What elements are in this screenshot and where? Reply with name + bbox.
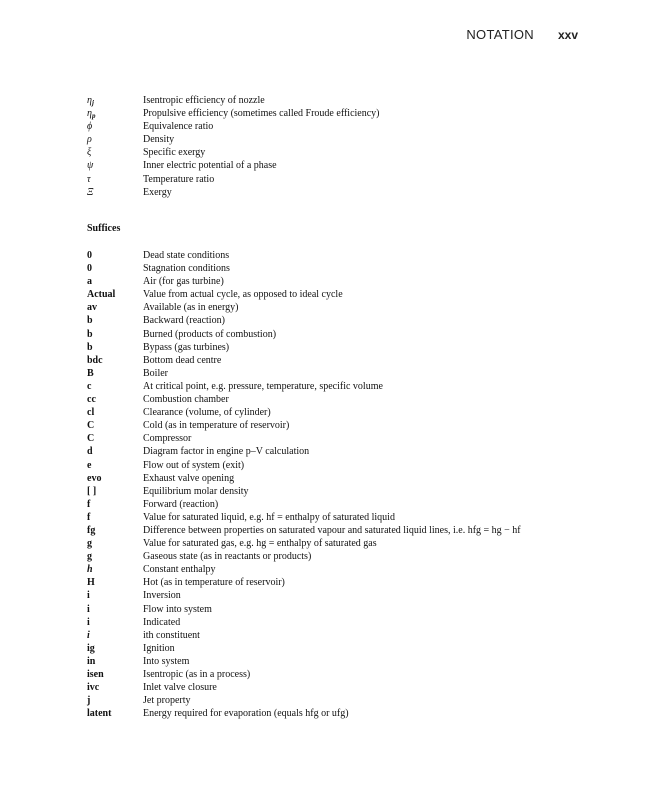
suffix-row: [87, 603, 567, 616]
notation-description: Isentropic efficiency of nozzle: [143, 95, 265, 106]
suffix-description: Constant enthalpy: [143, 564, 216, 576]
notation-description: Density: [143, 134, 175, 146]
suffix-row: [87, 537, 567, 550]
suffix-symbol: in: [87, 655, 96, 667]
greek-symbols-list: [87, 94, 567, 199]
notation-description: Equivalence ratio: [143, 121, 214, 133]
suffix-symbol: i: [87, 603, 90, 615]
suffix-description: Isentropic (as in a process): [143, 669, 251, 680]
suffix-symbol: evo: [87, 472, 102, 484]
suffix-row: [87, 472, 567, 485]
page-number: xxv: [557, 28, 578, 42]
suffix-description: Value for saturated liquid, e.g. hf = enthalpy of saturated liquid: [143, 511, 395, 523]
suffix-description: ith constituent: [143, 629, 200, 641]
running-head-section: NOTATION: [466, 27, 534, 42]
suffix-symbol: h: [87, 564, 93, 576]
suffix-symbol: fg: [87, 524, 96, 536]
suffix-row: [87, 668, 567, 681]
notation-row: [87, 146, 567, 159]
suffix-row: [87, 445, 567, 458]
notation-row: [87, 159, 567, 172]
suffix-symbol: B: [87, 367, 94, 379]
suffix-description: Inlet valve closure: [143, 682, 217, 694]
suffix-symbol: e: [87, 459, 92, 471]
suffix-description: Value for saturated gas, e.g. hg = enthalpy of saturated gas: [143, 538, 377, 550]
suffix-symbol: a: [87, 276, 92, 288]
suffix-row: [87, 576, 567, 589]
suffix-description: Forward (reaction): [143, 498, 219, 510]
suffix-symbol: [ ]: [87, 485, 97, 497]
suffix-row: [87, 694, 567, 707]
suffix-description: Compressor: [143, 433, 192, 445]
suffix-symbol: b: [87, 328, 93, 340]
suffix-symbol: ig: [87, 642, 95, 654]
notation-description: Specific exergy: [143, 147, 206, 159]
suffix-symbol: i: [87, 590, 90, 602]
suffix-row: [87, 393, 567, 406]
notation-description: Inner electric potential of a phase: [143, 160, 277, 172]
suffix-symbol: i: [87, 629, 90, 641]
suffix-description: Bottom dead centre: [143, 354, 222, 366]
suffix-symbol: b: [87, 315, 93, 327]
notation-symbol: $\eta_p$: [87, 108, 96, 121]
notation-row: [87, 133, 567, 146]
suffix-description: Flow into system: [143, 603, 212, 615]
suffix-description: Equilibrium molar density: [143, 485, 249, 497]
suffix-row: [87, 655, 567, 668]
suffix-row: [87, 341, 567, 354]
suffix-description: Hot (as in temperature of reservoir): [143, 577, 285, 589]
suffix-symbol: g: [87, 551, 92, 563]
suffix-symbol: Actual: [87, 289, 116, 301]
suffix-symbol: j: [87, 695, 91, 707]
suffix-description: At critical point, e.g. pressure, temperature, specific volume: [143, 380, 383, 392]
suffix-symbol: bdc: [87, 354, 103, 366]
suffix-description: Available (as in energy): [143, 302, 239, 314]
suffix-row: [87, 681, 567, 694]
suffix-symbol: f: [87, 511, 91, 523]
notation-row: [87, 94, 567, 107]
suffix-row: [87, 328, 567, 341]
suffix-row: [87, 707, 567, 720]
suffix-symbol: ivc: [87, 682, 100, 694]
suffix-symbol: av: [87, 302, 97, 314]
suffix-row: [87, 262, 567, 275]
suffix-description: Indicated: [143, 616, 181, 628]
suffices-list: [87, 249, 567, 720]
suffix-row: [87, 354, 567, 367]
suffix-description: Clearance (volume, of cylinder): [143, 407, 271, 419]
notation-description: Temperature ratio: [143, 173, 215, 185]
notation-symbol: ψ: [87, 160, 94, 172]
suffix-description: Combustion chamber: [143, 394, 229, 406]
suffix-description: Difference between properties on saturated vapour and saturated liquid lines, i.e. hfg = hg − hf: [143, 524, 521, 536]
suffix-description: Diagram factor in engine p–V calculation: [143, 446, 310, 458]
suffix-symbol: 0: [87, 250, 92, 261]
suffix-description: Air (for gas turbine): [143, 276, 224, 288]
suffix-symbol: f: [87, 498, 91, 510]
suffix-row: [87, 380, 567, 393]
suffix-symbol: isen: [87, 669, 104, 680]
suffix-description: Burned (products of combustion): [143, 328, 277, 340]
suffix-symbol: C: [87, 433, 95, 445]
suffix-row: [87, 419, 567, 432]
suffix-row: [87, 629, 567, 642]
suffix-description: Value from actual cycle, as opposed to ideal cycle: [143, 289, 343, 301]
notation-symbol: ϕ: [87, 121, 93, 133]
notation-symbol: ξ: [87, 147, 92, 159]
notation-row: [87, 107, 567, 120]
suffices-heading: Suffices: [87, 223, 121, 234]
suffix-symbol: cl: [87, 407, 95, 419]
suffix-row: [87, 249, 567, 262]
notation-row: [87, 173, 567, 186]
suffix-description: Inversion: [143, 590, 181, 602]
suffix-symbol: d: [87, 446, 93, 458]
notation-description: Propulsive efficiency (sometimes called Froude efficiency): [143, 108, 380, 120]
suffix-description: Ignition: [143, 642, 175, 654]
notation-row: [87, 186, 567, 199]
suffix-symbol: i: [87, 616, 90, 628]
suffix-description: Jet property: [143, 695, 191, 707]
suffix-symbol: latent: [87, 708, 112, 720]
suffix-description: Cold (as in temperature of reservoir): [143, 420, 290, 432]
suffix-description: Gaseous state (as in reactants or products): [143, 551, 312, 563]
notation-symbol: τ: [87, 173, 91, 185]
suffix-description: Backward (reaction): [143, 315, 225, 327]
suffix-description: Stagnation conditions: [143, 263, 230, 275]
suffix-row: [87, 301, 567, 314]
suffix-symbol: b: [87, 341, 93, 353]
suffix-symbol: g: [87, 538, 92, 550]
suffix-description: Exhaust valve opening: [143, 472, 235, 484]
notation-row: [87, 120, 567, 133]
suffix-description: Energy required for evaporation (equals hfg or ufg): [143, 708, 349, 720]
suffix-symbol: 0: [87, 263, 92, 275]
suffix-row: [87, 563, 567, 576]
suffix-row: [87, 524, 567, 537]
notation-symbol: ρ: [87, 134, 92, 146]
suffix-row: [87, 550, 567, 563]
suffix-description: Boiler: [143, 367, 168, 379]
page-header: [0, 27, 648, 45]
suffix-row: [87, 406, 567, 419]
suffix-description: Dead state conditions: [143, 250, 230, 261]
suffix-row: [87, 288, 567, 301]
suffix-row: [87, 432, 567, 445]
suffix-row: [87, 485, 567, 498]
suffix-symbol: H: [87, 577, 95, 589]
suffix-row: [87, 367, 567, 380]
notation-description: Exergy: [143, 186, 172, 198]
suffix-row: [87, 589, 567, 602]
suffix-symbol: cc: [87, 394, 96, 406]
notation-symbol: $\eta_j$: [87, 95, 94, 107]
suffix-row: [87, 511, 567, 524]
suffix-row: [87, 275, 567, 288]
suffix-row: [87, 459, 567, 472]
suffix-row: [87, 616, 567, 629]
suffix-description: Bypass (gas turbines): [143, 341, 230, 353]
suffix-symbol: c: [87, 380, 92, 392]
suffix-row: [87, 642, 567, 655]
suffix-row: [87, 498, 567, 511]
notation-symbol: Ξ: [87, 186, 94, 198]
suffix-symbol: C: [87, 420, 95, 432]
suffix-description: Flow out of system (exit): [143, 459, 245, 471]
suffix-description: Into system: [143, 655, 190, 667]
suffix-row: [87, 314, 567, 327]
